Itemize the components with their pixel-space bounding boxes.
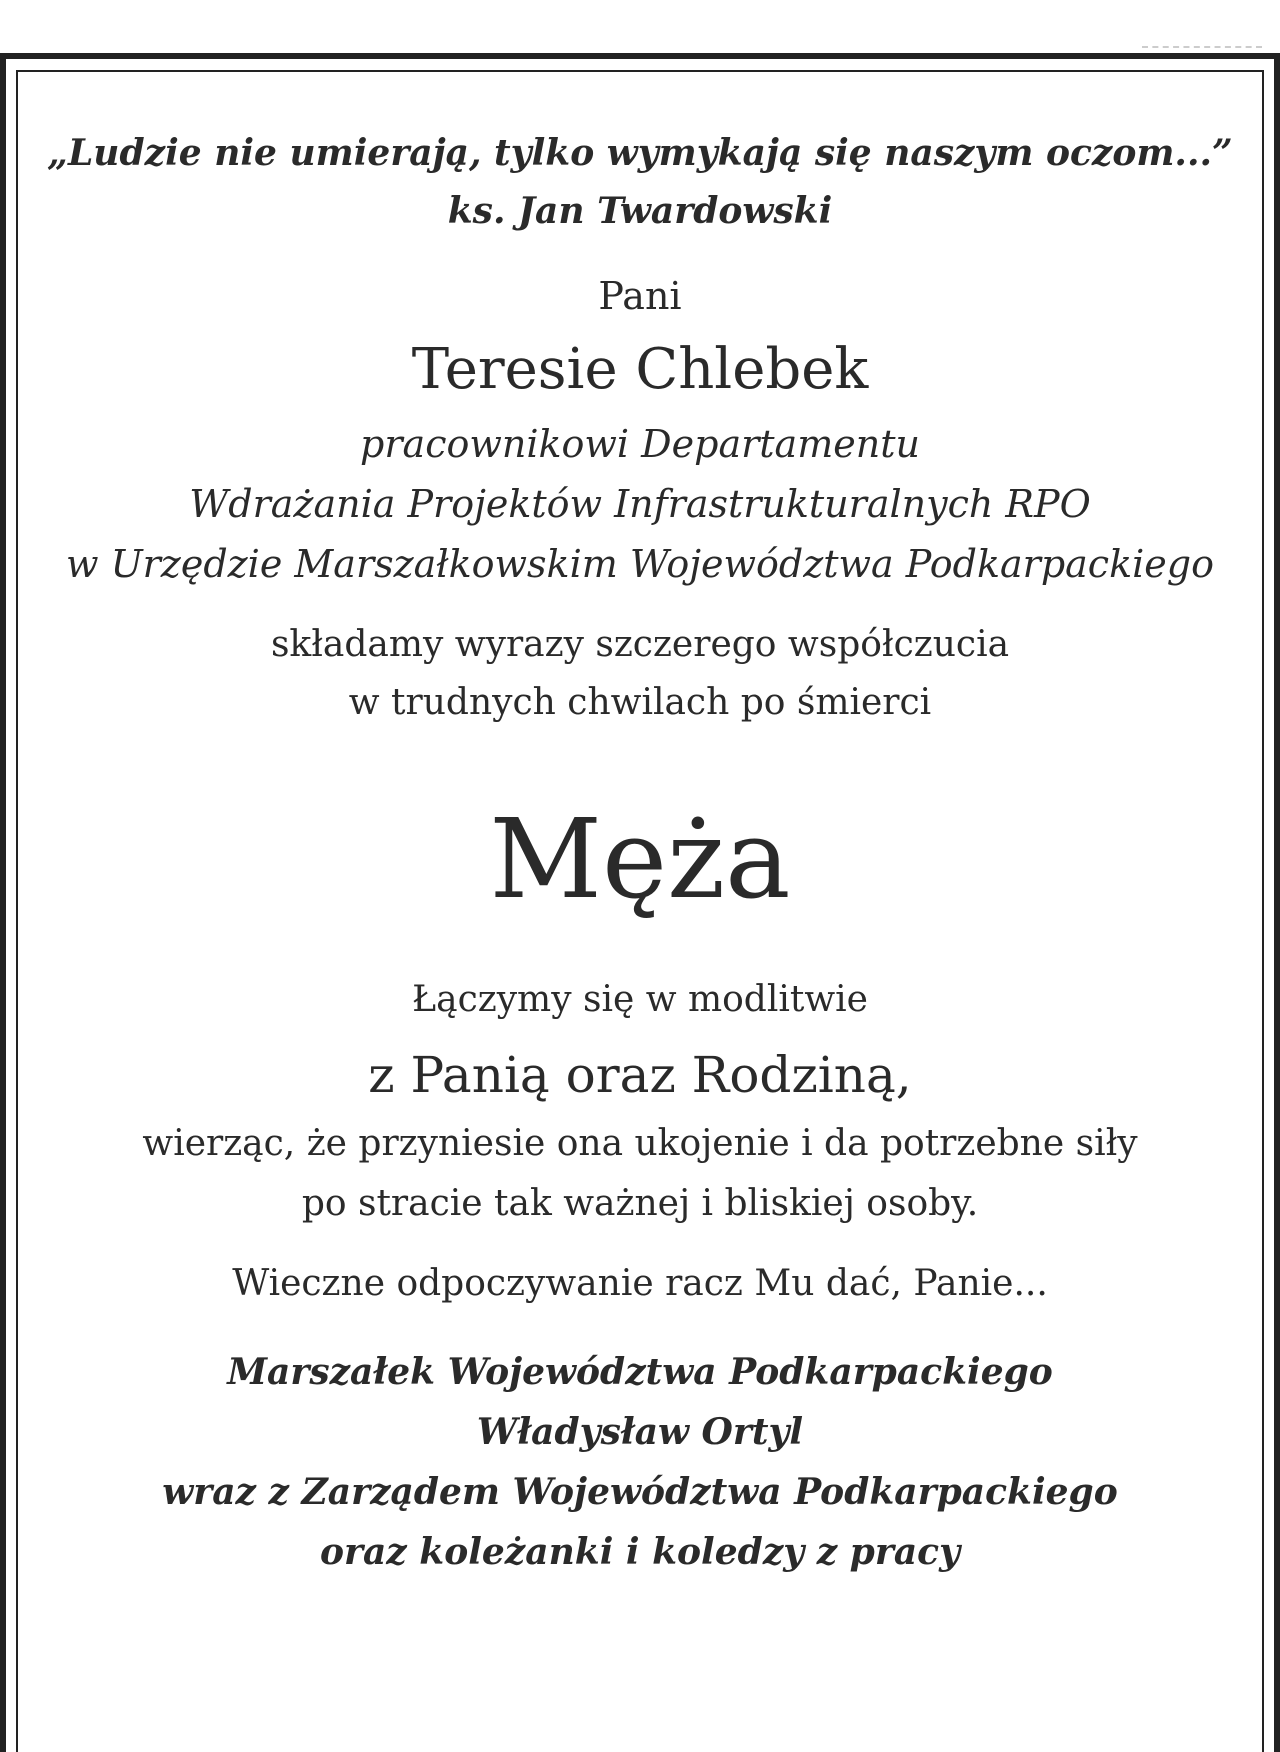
signature-block (18, 1342, 1262, 1582)
condolence-text (18, 616, 1262, 732)
prayer-line: wierząc, że przyniesie ona ukojenie i da potrzebne siły (142, 1123, 1138, 1164)
position-line: w Urzędzie Marszałkowskim Województwa Podkarpackiego (66, 542, 1214, 586)
deceased-relation: Męża (489, 795, 791, 923)
obituary-content (18, 72, 1262, 1582)
prayer-text (18, 1114, 1262, 1234)
condolence-line: w trudnych chwilach po śmierci (348, 682, 932, 723)
signature-line: wraz z Zarządem Województwa Podkarpackiego (162, 1471, 1118, 1513)
quote-text: „Ludzie nie umierają, tylko wymykają się naszym oczom...” (47, 132, 1233, 174)
addressee-name: Teresie Chlebek (411, 337, 869, 402)
signature-line: oraz koleżanki i koledzy z pracy (319, 1531, 960, 1573)
position-line: pracownikowi Departamentu (360, 422, 920, 466)
quote-author: ks. Jan Twardowski (447, 190, 833, 232)
signature-line: Władysław Ortyl (476, 1411, 804, 1453)
condolence-line: składamy wyrazy szczerego współczucia (270, 624, 1010, 665)
page-edge-dash (1142, 46, 1262, 48)
epigraph-quote (18, 124, 1262, 240)
addressee-position (18, 414, 1262, 594)
position-line: Wdrażania Projektów Infrastrukturalnych RPO (189, 482, 1091, 526)
prayer-line: po stracie tak ważnej i bliskiej osoby. (301, 1183, 979, 1224)
salutation: Pani (598, 274, 682, 318)
prayer-main: z Panią oraz Rodziną, (368, 1046, 912, 1104)
eternal-rest-prayer: Wieczne odpoczywanie racz Mu dać, Panie... (232, 1263, 1048, 1304)
prayer-intro: Łączymy się w modlitwie (412, 979, 868, 1020)
signature-line: Marszałek Województwa Podkarpackiego (227, 1351, 1053, 1393)
